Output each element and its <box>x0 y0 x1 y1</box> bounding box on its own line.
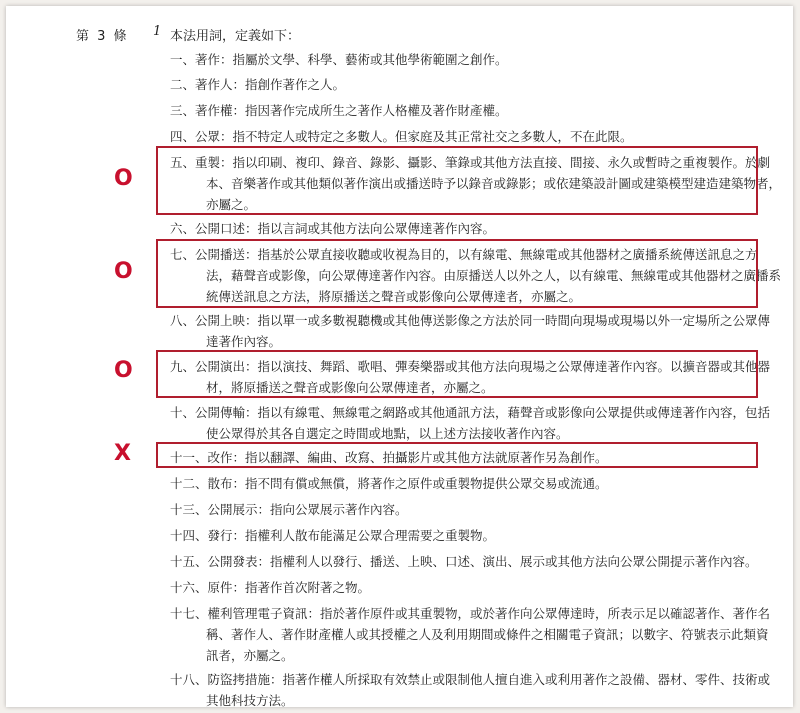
article-label: 第 3 條 <box>76 29 129 44</box>
definition-line: 訊者，亦屬之。 <box>206 648 294 663</box>
definition-line: 材，將原播送之聲音或影像向公眾傳達者，亦屬之。 <box>206 380 494 395</box>
definition-item-16 <box>170 577 730 598</box>
definition-item-6 <box>170 218 730 239</box>
paragraph-number: 1 <box>153 24 162 39</box>
definition-line: 十三、公開展示：指向公眾展示著作內容。 <box>170 502 408 517</box>
definition-line: 九、公開演出：指以演技、舞蹈、歌唱、彈奏樂器或其他方法向現場之公眾傳達著作內容。以擴音器或其他器 <box>170 359 771 374</box>
definition-line: 十、公開傳輸：指以有線電、無線電之網路或其他通訊方法，藉聲音或影像向公眾提供或傳達著作內容，包括 <box>170 405 771 420</box>
definition-item-8 <box>170 310 771 352</box>
definition-item-12 <box>170 473 730 494</box>
definition-item-2 <box>170 74 730 95</box>
definition-line: 一、著作：指屬於文學、科學、藝術或其他學術範圍之創作。 <box>170 52 508 67</box>
highlight-box-item-5 <box>156 146 782 215</box>
definition-item-10 <box>170 402 771 444</box>
definition-line: 四、公眾：指不特定人或特定之多數人。但家庭及其正常社交之多數人，不在此限。 <box>170 129 633 144</box>
cross-mark: X <box>114 441 131 466</box>
article-intro: 本法用詞，定義如下： <box>170 29 301 44</box>
definition-line: 三、著作權：指因著作完成所生之著作人格權及著作財產權。 <box>170 103 508 118</box>
definition-line: 五、重製：指以印刷、複印、錄音、錄影、攝影、筆錄或其他方法直接、間接、永久或暫時之重複製作。於劇 <box>170 155 771 170</box>
definition-line: 達著作內容。 <box>206 334 282 349</box>
definition-line: 十一、改作：指以翻譯、編曲、改寫、拍攝影片或其他方法就原著作另為創作。 <box>170 450 608 465</box>
definition-item-13 <box>170 499 730 520</box>
definition-line: 十四、發行：指權利人散布能滿足公眾合理需要之重製物。 <box>170 528 496 543</box>
definition-line: 十七、權利管理電子資訊：指於著作原件或其重製物，或於著作向公眾傳達時，所表示足以確認著作、著作名 <box>170 606 771 621</box>
definition-line: 稱、著作人、著作財產權人或其授權之人及利用期間或條件之相關電子資訊；以數字、符號表示此類資 <box>206 627 769 642</box>
definition-line: 使公眾得於其各自選定之時間或地點，以上述方法接收著作內容。 <box>206 426 569 441</box>
definition-line: 本、音樂著作或其他類似著作演出或播送時予以錄音或錄影；或依建築設計圖或建築模型建造建築物者， <box>206 176 782 191</box>
highlight-box-item-11 <box>156 442 758 468</box>
definition-line: 法，藉聲音或影像，向公眾傳達著作內容。由原播送人以外之人，以有線電、無線電或其他器材之廣播系 <box>206 268 782 283</box>
document-page <box>6 6 793 707</box>
definition-line: 十五、公開發表：指權利人以發行、播送、上映、口述、演出、展示或其他方法向公眾公開提示著作內容。 <box>170 554 758 569</box>
definition-item-18 <box>170 669 771 707</box>
definition-item-4 <box>170 126 730 147</box>
definition-line: 二、著作人：指創作著作之人。 <box>170 77 346 92</box>
circle-mark: O <box>114 259 133 284</box>
definition-line: 八、公開上映：指以單一或多數視聽機或其他傳送影像之方法於同一時間向現場或現場以外一定場所之公眾傳 <box>170 313 771 328</box>
highlight-box-item-7 <box>156 239 782 308</box>
definition-line: 十八、防盜拷措施：指著作權人所採取有效禁止或限制他人擅自進入或利用著作之設備、器材、零件、技術或 <box>170 672 771 687</box>
definition-line: 統傳送訊息之方法，將原播送之聲音或影像向公眾傳達者，亦屬之。 <box>206 289 582 304</box>
definition-item-17 <box>170 603 771 666</box>
definition-item-1 <box>170 49 730 70</box>
definition-item-14 <box>170 525 730 546</box>
definition-line: 亦屬之。 <box>206 197 257 212</box>
definition-item-15 <box>170 551 758 572</box>
definition-item-3 <box>170 100 730 121</box>
circle-mark: O <box>114 358 133 383</box>
circle-mark: O <box>114 166 133 191</box>
definition-line: 其他科技方法。 <box>206 693 294 707</box>
definition-line: 七、公開播送：指基於公眾直接收聽或收視為目的，以有線電、無線電或其他器材之廣播系統傳送訊息之方 <box>170 247 758 262</box>
definition-line: 十二、散布：指不問有償或無償，將著作之原件或重製物提供公眾交易或流通。 <box>170 476 608 491</box>
definition-line: 六、公開口述：指以言詞或其他方法向公眾傳達著作內容。 <box>170 221 496 236</box>
highlight-box-item-9 <box>156 350 771 398</box>
definition-line: 十六、原件：指著作首次附著之物。 <box>170 580 371 595</box>
